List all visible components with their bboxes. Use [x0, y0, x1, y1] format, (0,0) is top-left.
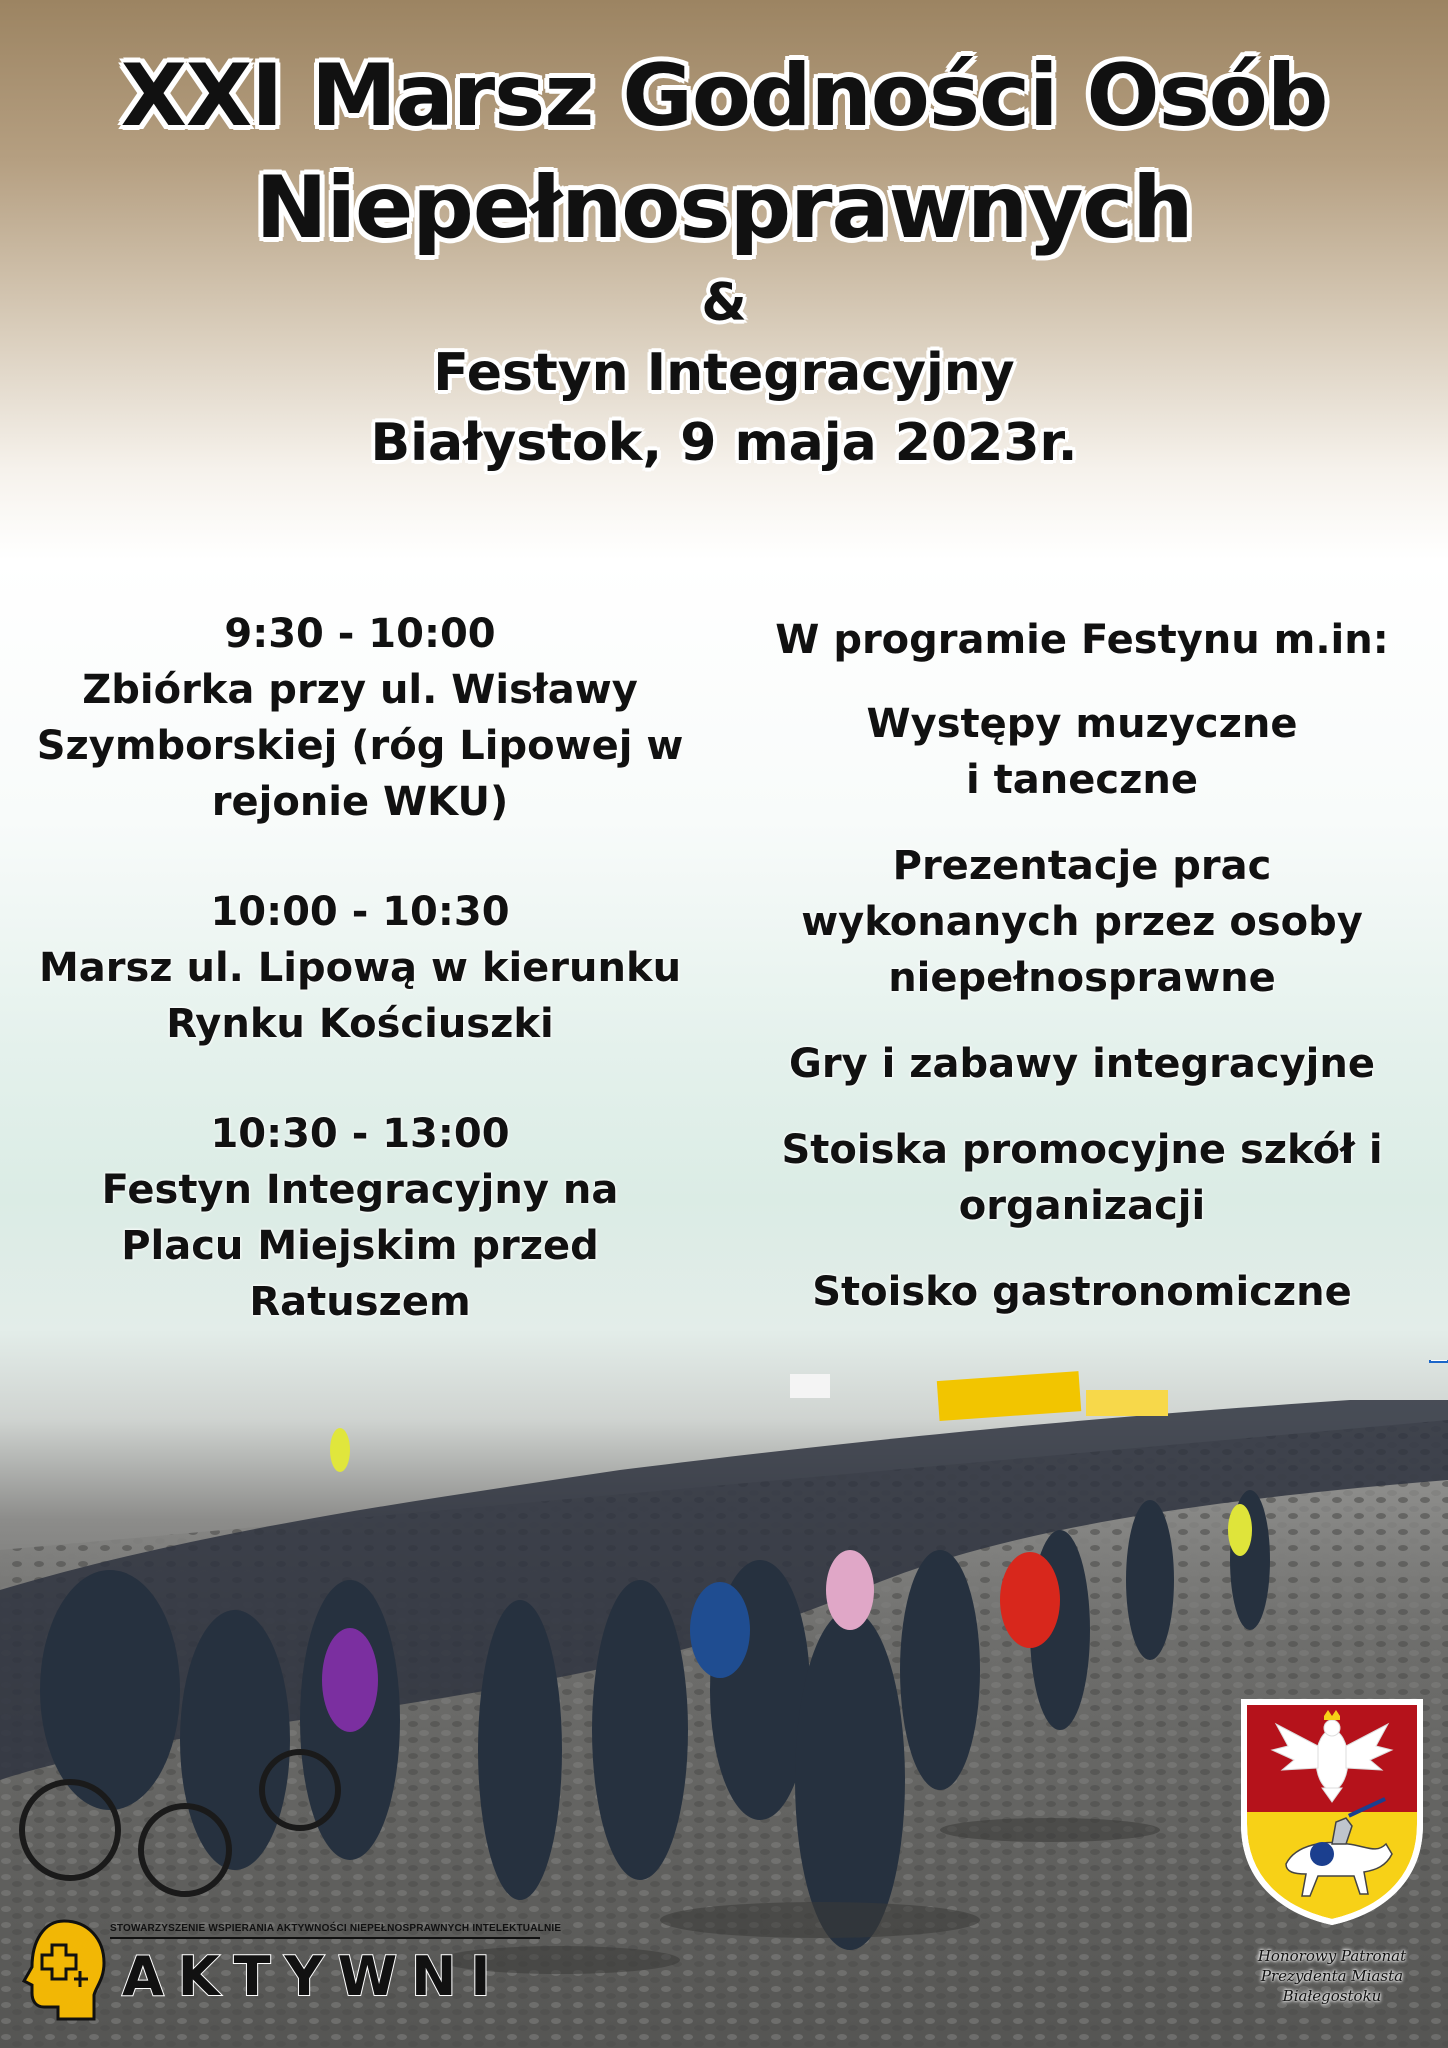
schedule-description-line: rejonie WKU): [211, 779, 509, 825]
program-item: [752, 696, 1412, 808]
org-logo-text: AKTYWNI: [122, 1945, 505, 2008]
schedule-column: [10, 606, 710, 1384]
logo-divider: [110, 1937, 540, 1939]
schedule-description-line: Zbiórka przy ul. Wisławy: [82, 667, 638, 713]
patron-line: Białegostoku: [1282, 1987, 1382, 2005]
program-item-line: Stoisko gastronomiczne: [812, 1269, 1352, 1315]
schedule-time: 10:30 - 13:00: [210, 1111, 510, 1157]
schedule-description-line: Placu Miejskim przed: [121, 1223, 599, 1269]
schedule-description-line: Festyn Integracyjny na: [101, 1167, 619, 1213]
event-title-line2: Niepełnosprawnych: [255, 158, 1193, 258]
event-title-line1: XXI Marsz Godności Osób: [120, 46, 1328, 146]
schedule-time: 9:30 - 10:00: [224, 611, 496, 657]
honorary-patronage: [1226, 1946, 1438, 2006]
program-column: [752, 612, 1412, 1350]
program-heading: W programie Festynu m.in:: [775, 617, 1389, 663]
schedule-description-line: Marsz ul. Lipową w kierunku: [38, 945, 682, 991]
schedule-description-line: Rynku Kościuszki: [166, 1001, 554, 1047]
program-item-line: organizacji: [958, 1183, 1206, 1229]
aktywni-logo: [18, 1915, 562, 2030]
program-item-line: niepełnosprawne: [888, 955, 1276, 1001]
event-place-date: Białystok, 9 maja 2023r.: [370, 413, 1078, 473]
program-item-line: Występy muzyczne: [866, 701, 1298, 747]
bialystok-coat-of-arms-icon: [1236, 1694, 1428, 1926]
schedule-description-line: Szymborskiej (róg Lipowej w: [36, 723, 684, 769]
patron-line: Honorowy Patronat: [1257, 1947, 1407, 1965]
program-item-line: wykonanych przez osoby: [801, 899, 1363, 945]
org-full-name: STOWARZYSZENIE WSPIERANIA AKTYWNOŚCI NIEPEŁNOSPRAWNYCH INTELEKTUALNIE: [110, 1923, 562, 1934]
patron-line: Prezydenta Miasta: [1260, 1967, 1404, 1985]
schedule-block: [10, 884, 710, 1052]
program-item: [752, 838, 1412, 1006]
ampersand: &: [701, 273, 747, 333]
schedule-description-line: Ratuszem: [249, 1279, 471, 1325]
schedule-block: [10, 606, 710, 830]
program-item-line: Prezentacje prac: [892, 843, 1272, 889]
program-item: [752, 1036, 1412, 1092]
puzzle-head-icon: [18, 1915, 110, 2027]
event-subtitle: Festyn Integracyjny: [433, 343, 1015, 403]
poster-header: [0, 40, 1448, 478]
schedule-block: [10, 1106, 710, 1330]
program-item: [752, 1122, 1412, 1234]
program-item-line: Gry i zabawy integracyjne: [789, 1041, 1375, 1087]
schedule-time: 10:00 - 10:30: [210, 889, 510, 935]
program-item-line: Stoiska promocyjne szkół i: [781, 1127, 1383, 1173]
program-item: [752, 1264, 1412, 1320]
program-item-line: i taneczne: [966, 757, 1198, 803]
